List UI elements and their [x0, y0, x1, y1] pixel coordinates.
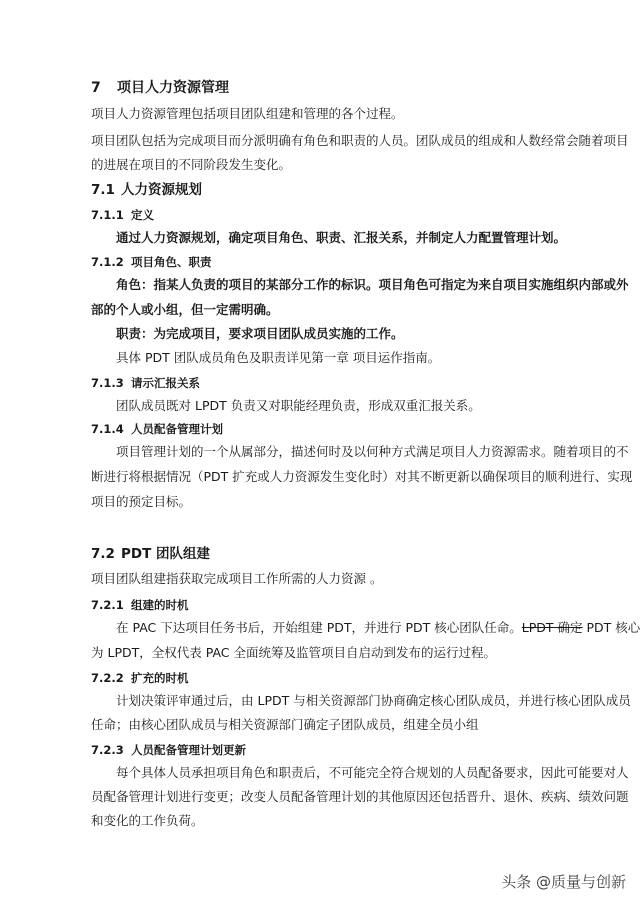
- paragraph-line: 任命；由核心团队成员与相关资源部门确定子团队成员，组建全员小组: [91, 717, 479, 732]
- paragraph-line: [116, 619, 640, 637]
- paragraph: 具体 PDT 团队成员角色及职责详见第一章 项目运作指南。: [116, 350, 441, 365]
- paragraph-line: 和变化的工作负荷。: [91, 813, 204, 828]
- paragraph-line: 项目的预定目标。: [91, 494, 192, 509]
- section-7-1-1-heading: [91, 206, 154, 224]
- section-7-1-4-heading: [91, 420, 223, 438]
- section-title: 项目角色、职责: [131, 255, 212, 269]
- paragraph-line: 员配备管理计划进行变更；改变人员配备管理计划的其他原因还包括晋升、退休、疾病、绩效问题: [91, 789, 629, 804]
- section-7-1-3-heading: [91, 374, 200, 392]
- section-title: 组建的时机: [131, 598, 189, 612]
- text-segment: 在 PAC 下达项目任务书后，开始组建 PDT，并进行 PDT 核心团队任命。: [116, 620, 522, 635]
- paragraph-line: 计划决策评审通过后，由 LPDT 与相关资源部门协商确定核心团队成员，并进行核心团队成员: [116, 693, 631, 708]
- section-number: 7.1.3: [91, 376, 124, 390]
- section-7-2-heading: [91, 545, 210, 563]
- watermark: 头条 @质量与创新: [501, 873, 626, 891]
- section-title: 扩充的时机: [131, 671, 189, 685]
- section-number: 7.2.1: [91, 598, 124, 612]
- section-7-heading: [91, 79, 229, 97]
- paragraph-line: 断进行将根据情况（PDT 扩充或人力资源发生变化时）对其不断更新以确保项目的顺利进行、实现: [91, 469, 633, 484]
- section-title: 定义: [131, 208, 154, 222]
- section-title: PDT 团队组建: [121, 546, 211, 562]
- section-7-2-1-heading: [91, 596, 189, 614]
- paragraph: 项目团队组建指获取完成项目工作所需的人力资源 。: [91, 571, 383, 586]
- section-title: 人力资源规划: [121, 182, 202, 198]
- section-number: 7.1: [91, 182, 115, 198]
- paragraph: 职责：为完成项目，要求项目团队成员实施的工作。: [116, 326, 404, 341]
- paragraph-line: 角色：指某人负责的项目的某部分工作的标识。项目角色可指定为来自项目实施组织内部或外: [116, 277, 629, 292]
- section-7-2-3-heading: [91, 741, 246, 759]
- paragraph-line: 部的个人或小组，但一定需明确。: [91, 302, 279, 317]
- text-segment: PDT 核心: [582, 620, 640, 635]
- section-7-1-heading: [91, 181, 202, 199]
- section-number: 7.1.1: [91, 208, 124, 222]
- paragraph: 项目人力资源管理包括项目团队组建和管理的各个过程。: [91, 106, 404, 121]
- struck-text: LPDT 确定: [521, 620, 583, 635]
- section-title: 项目人力资源管理: [117, 80, 229, 96]
- section-number: 7.1.2: [91, 255, 124, 269]
- section-7-2-2-heading: [91, 669, 189, 687]
- paragraph-line: 每个具体人员承担项目角色和职责后，不可能完全符合规划的人员配备要求，因此可能要对人: [116, 765, 629, 780]
- paragraph-line: 的进展在项目的不同阶段发生变化。: [91, 157, 292, 172]
- section-title: 人员配备管理计划更新: [131, 743, 246, 757]
- paragraph-line: 项目团队包括为完成项目而分派明确有角色和职责的人员。团队成员的组成和人数经常会随着项目: [91, 133, 629, 148]
- section-title: 人员配备管理计划: [131, 422, 223, 436]
- section-number: 7.2: [91, 546, 115, 562]
- paragraph: 团队成员既对 LPDT 负责又对职能经理负责，形成双重汇报关系。: [116, 398, 481, 413]
- section-number: 7.2.3: [91, 743, 124, 757]
- paragraph: 通过人力资源规划，确定项目角色、职责、汇报关系，并制定人力配置管理计划。: [116, 230, 567, 245]
- section-number: 7.1.4: [91, 422, 124, 436]
- section-number: 7.2.2: [91, 671, 124, 685]
- paragraph-line: 项目管理计划的一个从属部分，描述何时及以何种方式满足项目人力资源需求。随着项目的不: [116, 444, 629, 459]
- section-title: 请示汇报关系: [131, 376, 200, 390]
- paragraph-line: 为 LPDT，全权代表 PAC 全面统筹及监管项目自启动到发布的运行过程。: [91, 645, 496, 660]
- section-7-1-2-heading: [91, 253, 212, 271]
- section-number: 7: [91, 80, 101, 96]
